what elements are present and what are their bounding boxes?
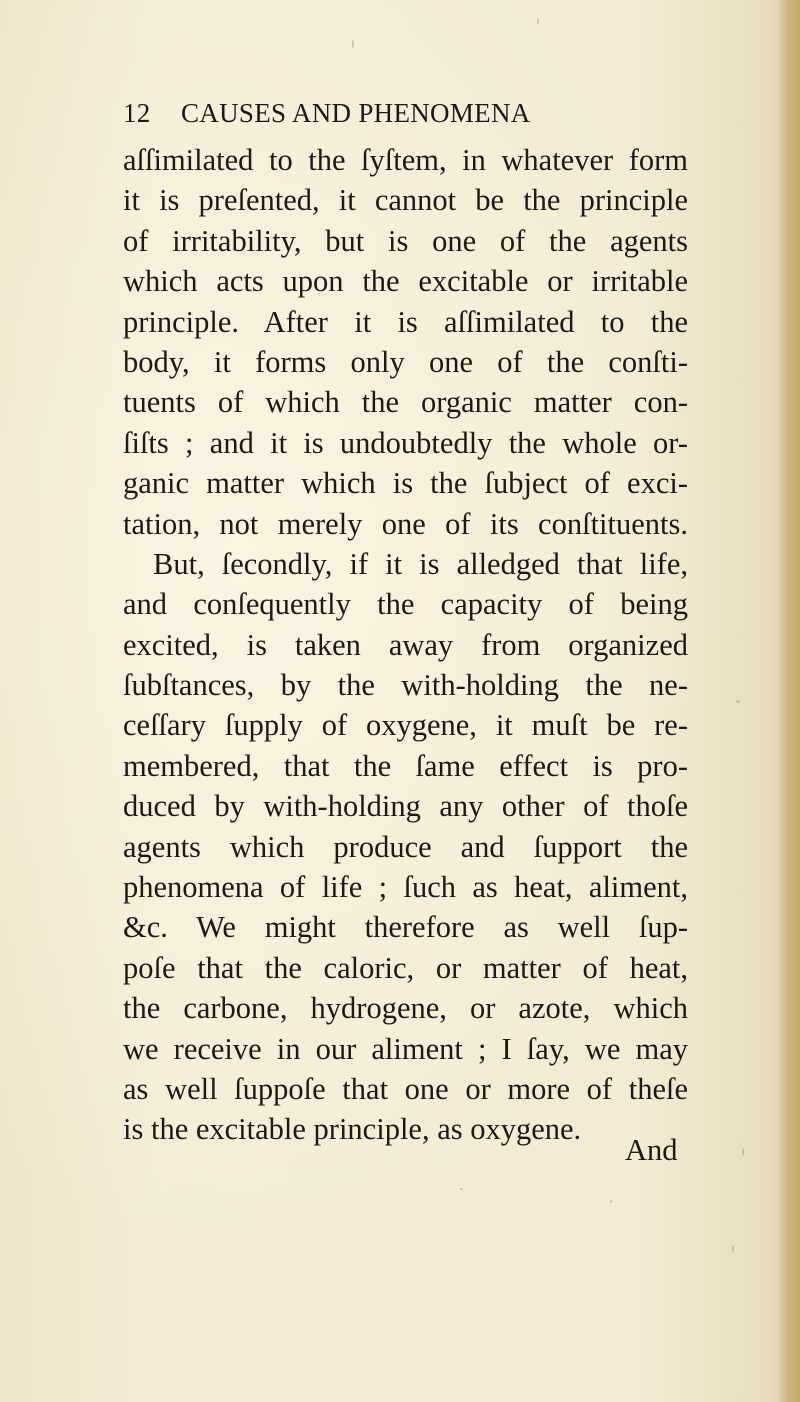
text-line: as well ſuppoſe that one or more of theſe [123, 1071, 688, 1106]
text-line: we receive in our aliment ; I ſay, we may [123, 1031, 688, 1066]
catchword: And [625, 1133, 678, 1167]
page-number: 12 [123, 98, 151, 128]
text-line: phenomena of life ; ſuch as heat, aliment, [123, 870, 688, 905]
text-line: membered, that the ſame effect is pro- [123, 748, 688, 783]
text-line: the carbone, hydrogene, or azote, which [123, 991, 688, 1026]
paper-speck [352, 40, 354, 48]
page-edge-shadow [778, 0, 800, 1402]
text-line: of irritability, but is one of the agents [123, 223, 688, 258]
paper-speck [742, 1148, 744, 1156]
body-text [123, 140, 688, 1150]
text-line: excited, is taken away from organized [123, 627, 688, 662]
text-line: tation, not merely one of its conſtituents. [123, 506, 688, 541]
text-line: ſiſts ; and it is undoubtedly the whole or- [123, 425, 688, 460]
paper-speck [736, 700, 740, 703]
text-line: agents which produce and ſupport the [123, 829, 688, 864]
paper-speck [610, 1200, 612, 1203]
text-line: body, it forms only one of the conſti- [123, 344, 688, 379]
text-line: duced by with-holding any other of thoſe [123, 789, 688, 824]
running-head-title: CAUSES AND PHENOMENA [181, 98, 531, 128]
text-line: poſe that the caloric, or matter of heat, [123, 950, 688, 985]
text-line: ſubſtances, by the with-holding the ne- [123, 668, 688, 703]
text-line: aſſimilated to the ſyſtem, in whatever form [123, 143, 688, 177]
paper-speck [732, 1245, 734, 1252]
paper-speck [537, 18, 539, 24]
text-line: and conſequently the capacity of being [123, 587, 688, 622]
text-line: &c. We might therefore as well ſup- [123, 910, 688, 945]
text-line: principle. After it is aſſimilated to the [123, 304, 688, 339]
text-line: But, ſecondly, if it is alledged that life, [153, 546, 688, 581]
text-line: ceſſary ſupply of oxygene, it muſt be re- [123, 708, 688, 743]
running-head [123, 88, 683, 132]
paper-speck [460, 1188, 463, 1190]
text-line: which acts upon the excitable or irritable [123, 264, 688, 299]
text-line: is the excitable principle, as oxygene. [123, 1112, 582, 1147]
text-line: tuents of which the organic matter con- [123, 385, 688, 420]
text-line: ganic matter which is the ſubject of exci- [123, 466, 688, 501]
text-line: it is preſented, it cannot be the principle [123, 183, 688, 218]
